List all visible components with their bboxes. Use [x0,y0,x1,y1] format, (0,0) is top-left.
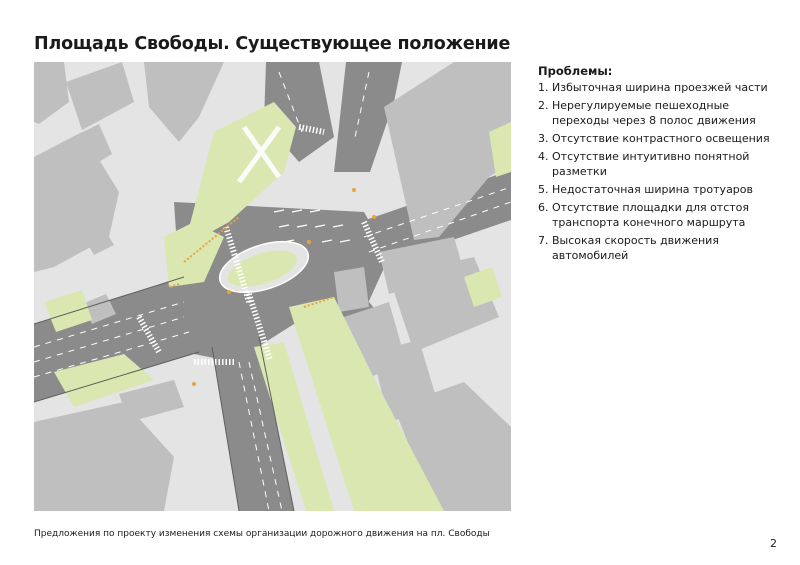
problem-number: 6. [538,201,549,214]
problem-item [538,98,778,128]
building [334,267,369,312]
footer-caption: Предложения по проекту изменения схемы организации дорожного движения на пл. Свободы [34,529,490,539]
problem-item [538,233,778,263]
problem-number: 5. [538,183,549,196]
problem-text: Нерегулируемые пешеходные переходы через 8 полос движения [552,99,756,127]
problem-text: Недостаточная ширина тротуаров [552,183,754,196]
problem-number: 2. [538,99,549,112]
problem-item [538,149,778,179]
problems-panel [538,64,778,266]
problem-number: 1. [538,81,549,94]
problem-item [538,182,778,197]
problem-text: Отсутствие площадки для отстоя транспорта конечного маршрута [552,201,750,229]
problem-item [538,200,778,230]
problem-item [538,131,778,146]
problem-item [538,80,778,95]
intersection-map [34,62,511,511]
problem-text: Отсутствие контрастного освещения [552,132,770,145]
problem-text: Отсутствие интуитивно понятной разметки [552,150,750,178]
problem-number: 7. [538,234,549,247]
page-title: Площадь Свободы. Существующее положение [34,34,511,54]
problem-number: 4. [538,150,549,163]
page-number: 2 [770,537,777,550]
problem-text: Избыточная ширина проезжей части [552,81,768,94]
problem-text: Высокая скорость движения автомобилей [552,234,719,262]
problems-heading: Проблемы: [538,64,613,78]
problem-number: 3. [538,132,549,145]
problems-list [538,80,778,263]
